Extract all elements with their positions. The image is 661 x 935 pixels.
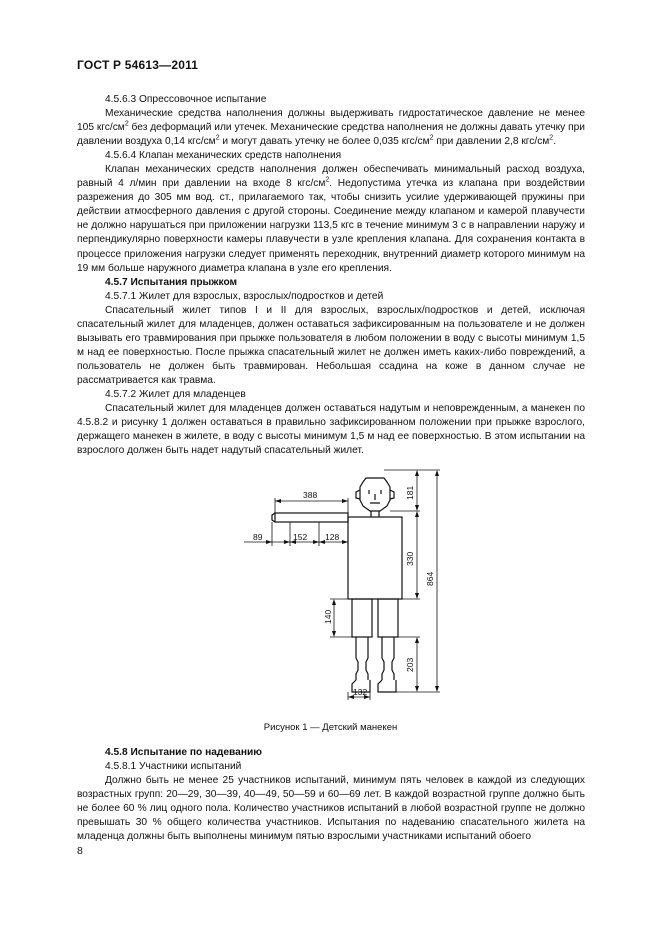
subsection-heading: 4.5.8.1 Участники испытаний bbox=[105, 761, 242, 773]
mannequin-leg-right bbox=[382, 637, 394, 680]
subsection-heading: 4.5.7.1 Жилет для взрослых, взрослых/подростков и детей bbox=[105, 290, 384, 302]
paragraph: Клапан механических средств наполнения должен обеспечивать минимальный расход воздуха, равный 4 л/мин при давлении на входе 8 кгс/$см^2$. Недопустима утечка из клапана при воздействии разрежения до 305 мм вод. ст., прилагаемого так, чтобы снизить усилие удерживающей пружины при действии атмосферного давления с другой стороны. Соединение между клапаном и камерой плавучести не должно нарушаться при приложении нагрузки 113,5 кгс в течение минимум 3 с в направлении наружу и перпендикулярно поверхности камеры плавучести в узле крепления клапана. Для сохранения контакта в процессе приложения нагрузки следует применять переходник, внутренний диаметр которого минимум на 19 мм больше наружного диаметра клапана в узле его крепления. bbox=[77, 164, 585, 274]
dim-total-height: 864 bbox=[425, 571, 435, 586]
mannequin-thigh-left bbox=[352, 599, 372, 637]
paragraph: Спасательный жилет для младенцев должен оставаться надутым и неповрежденным, а манекен по 4.5.8.2 и рисунку 1 должен оставаться в правильно зафиксированном положении при прыжке взрослого, держащего манекен в жилете, в воду с высоты минимум 1,5 м над ее поверхностью. В этом испытании на взрослого должен быть надет надутый спасательный жилет. bbox=[77, 403, 585, 457]
dim-upper-arm: 128 bbox=[325, 532, 340, 542]
figure-caption: Рисунок 1 — Детский манекен bbox=[263, 722, 398, 733]
mannequin-torso bbox=[348, 517, 402, 599]
mannequin-leg-left bbox=[356, 637, 368, 680]
paragraph: Спасательный жилет типов I и II для взрослых, взрослых/подростков и детей, исключая спасательный жилет для младенцев, должен оставаться зафиксированным на пользователе и не должен вызывать его травмирования при прыжке пользователя в любом положении в воду с высоты минимум 1,5 м над ее поверхностью. После прыжка спасательный жилет не должен иметь каких-либо повреждений, а пользователь не должен быть травмирован. Небольшая ссадина на коже в данном случае не рассматривается как травма. bbox=[77, 304, 585, 386]
section-heading: 4.5.7 Испытания прыжком bbox=[105, 276, 238, 288]
mannequin-arm bbox=[275, 513, 348, 522]
section-heading: 4.5.8 Испытание по надеванию bbox=[105, 747, 262, 758]
mannequin-thigh-right bbox=[378, 599, 398, 637]
dim-foot: 132 bbox=[353, 687, 368, 697]
subsection-heading: 4.5.7.2 Жилет для младенцев bbox=[105, 388, 246, 400]
mannequin-face bbox=[369, 490, 381, 503]
dim-thigh: 140 bbox=[323, 609, 333, 624]
paragraph: Должно быть не менее 25 участников испытаний, минимум пять человек в каждой из следующих возрастных групп: 20—29, 30—39, 40—49, 50—59 и 60—69 лет. В каждой возрастной группе должно быть не более 60 % лиц одного пола. Количество участников испытаний в любой возрастной группе не должно превышать 30 % общего количества участников. Испытания по надеванию спасательного жилета на младенца должны быть выполнены минимум пятью взрослыми участниками испытаний обоего bbox=[77, 775, 585, 843]
document-header: ГОСТ Р 54613—2011 bbox=[77, 58, 199, 72]
dim-forearm: 152 bbox=[293, 532, 308, 542]
page-number: 8 bbox=[77, 845, 83, 857]
body-text-bottom bbox=[77, 746, 585, 844]
dim-arm-total: 388 bbox=[303, 490, 318, 500]
subsection-heading: 4.5.6.3 Опрессовочное испытание bbox=[105, 94, 267, 105]
dim-lower-leg: 203 bbox=[405, 657, 415, 672]
mannequin-neck bbox=[371, 511, 379, 517]
dim-torso: 330 bbox=[405, 551, 415, 566]
dim-head: 181 bbox=[405, 485, 415, 500]
subsection-heading: 4.5.6.4 Клапан механических средств наполнения bbox=[105, 150, 342, 162]
paragraph: Механические средства наполнения должны выдерживать гидростатическое давление не менее 105 кгс/$см^2$ без деформаций или утечек. Механические средства наполнения не должны давать утечку при давлении воздуха 0,14 кгс/$см^2$ и могут давать утечку не более 0,035 кгс/$см^2$ при давлении 2,8 кгс/$см^2$. bbox=[77, 108, 585, 148]
dim-hand: 89 bbox=[253, 532, 263, 542]
